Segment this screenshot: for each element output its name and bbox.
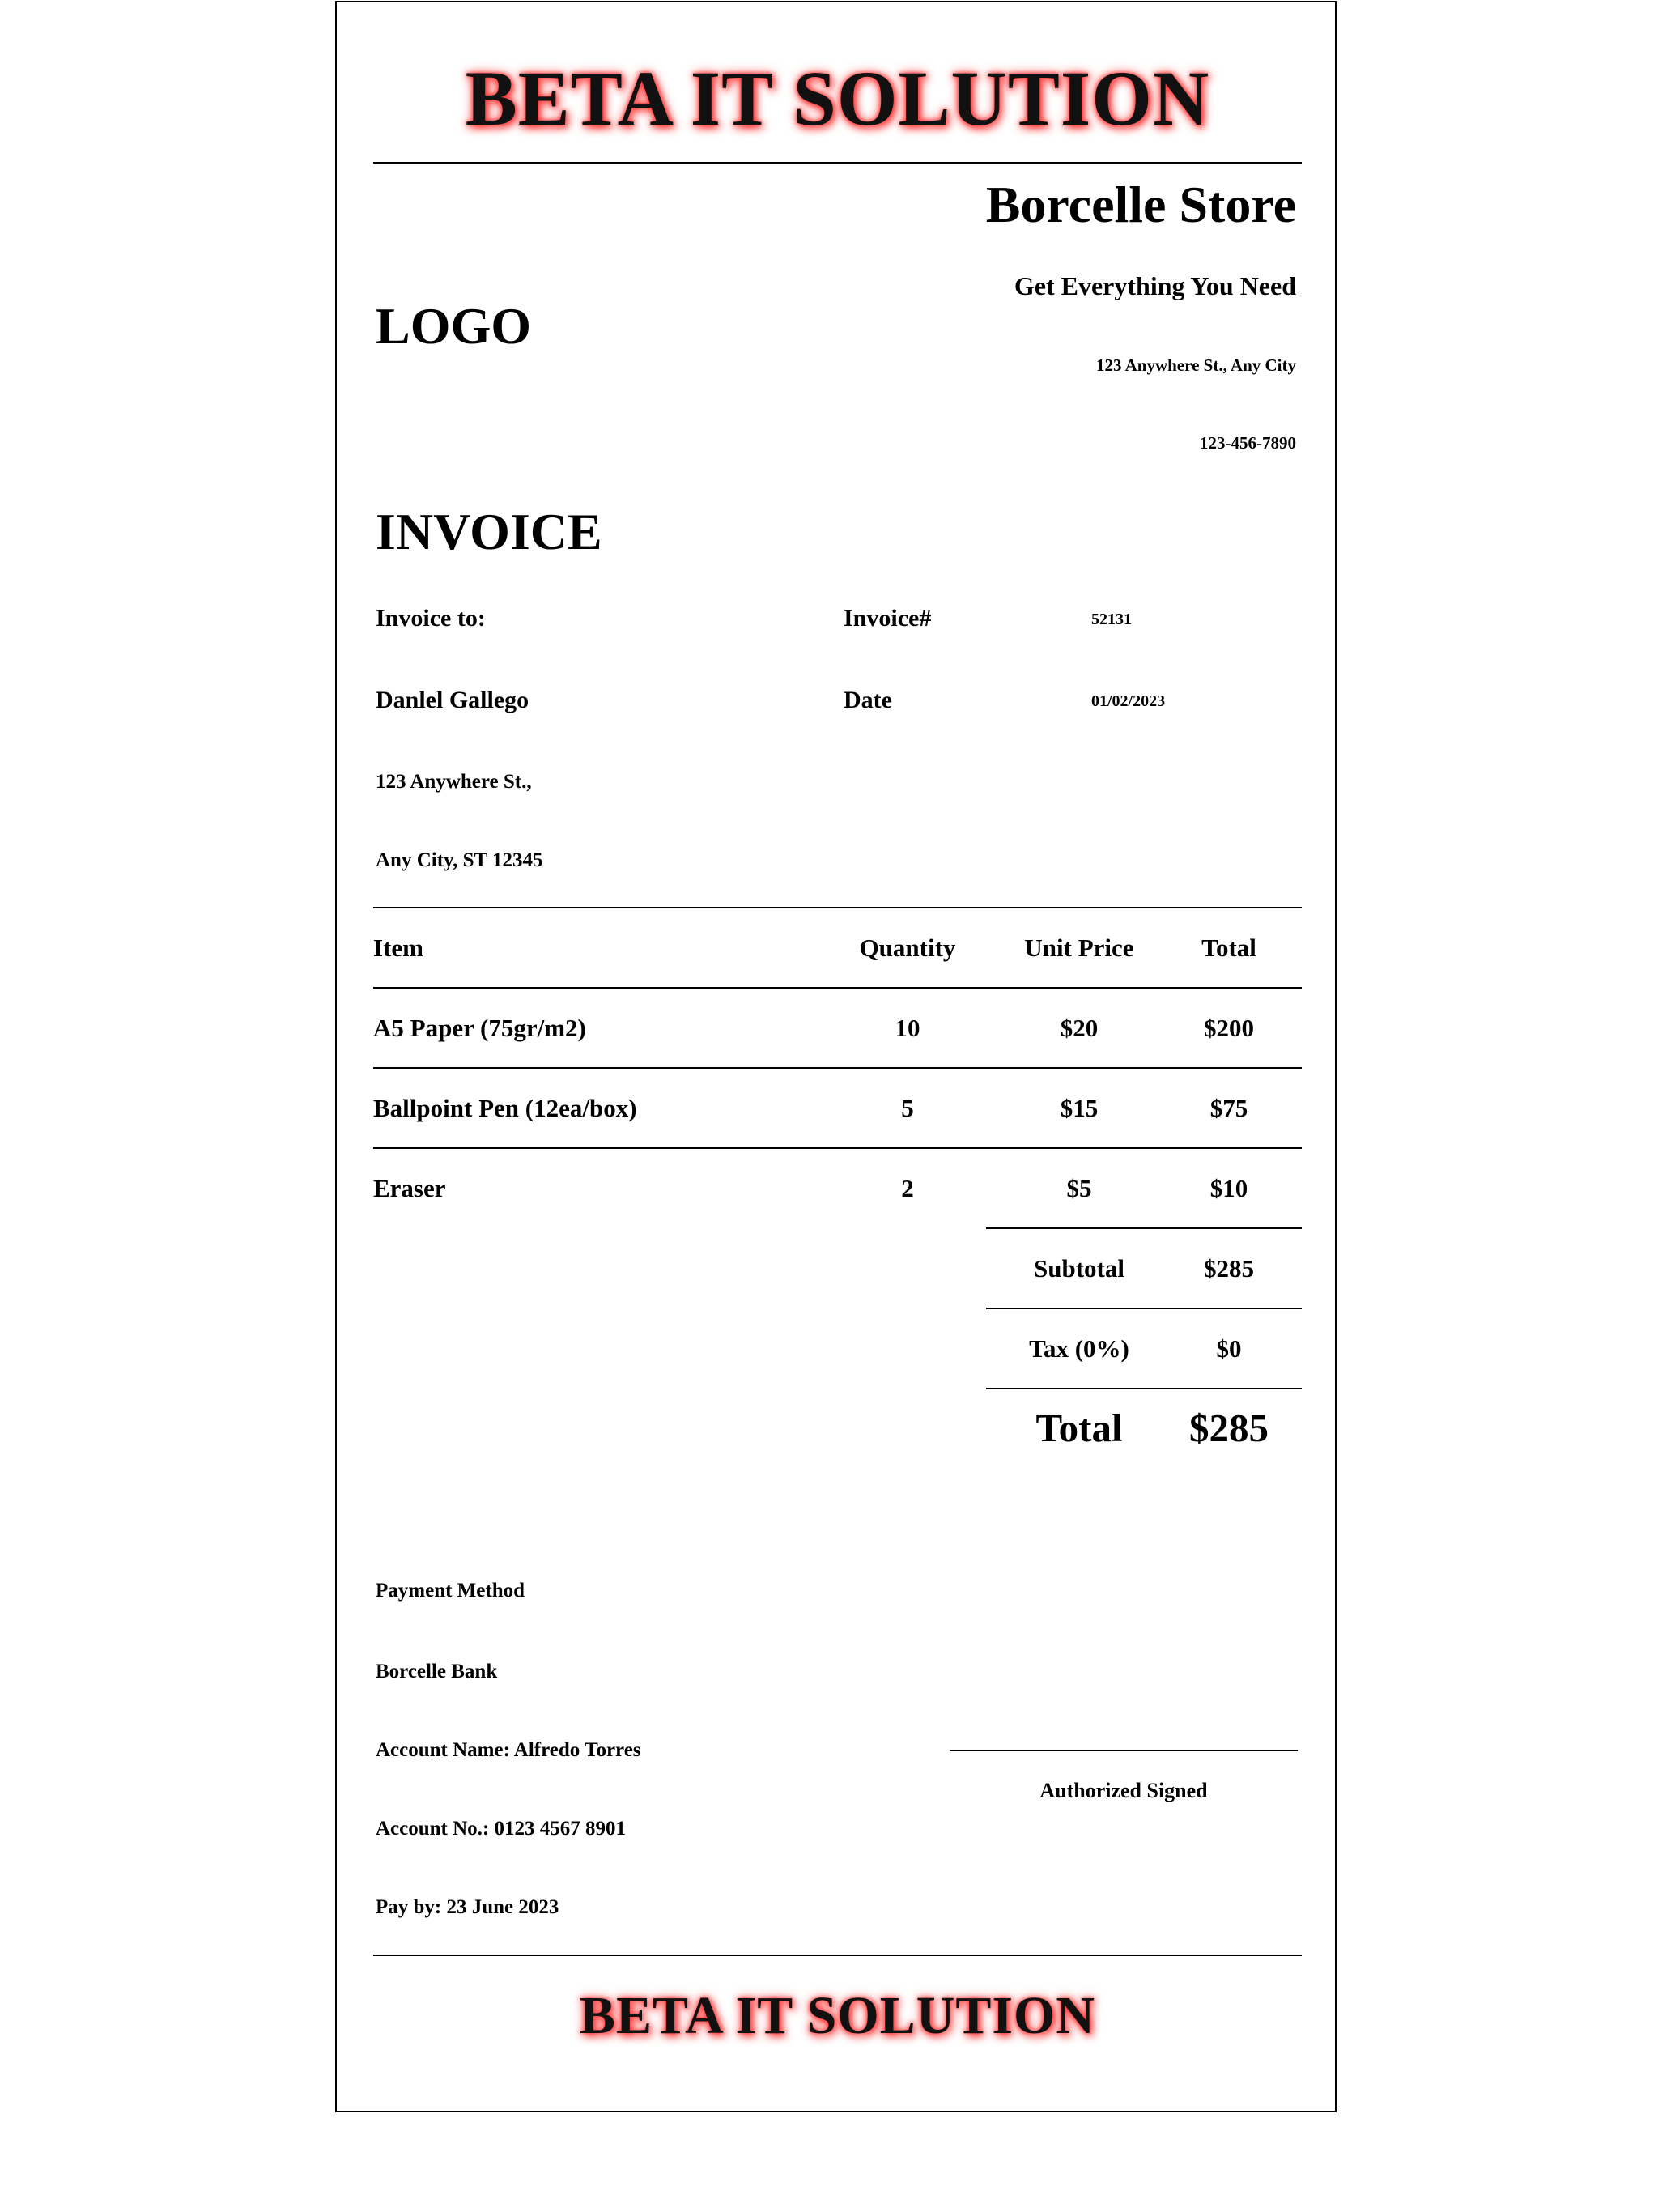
row-total: $200 [1204, 1014, 1254, 1042]
row-item-name: A5 Paper (75gr/m2) [373, 1014, 586, 1042]
invoice-sheet [335, 1, 1337, 2112]
payment-due-date: Pay by: 23 June 2023 [376, 1896, 559, 1918]
row-quantity: 10 [895, 1014, 920, 1042]
row-item-name: Eraser [373, 1174, 446, 1202]
tax-value: $0 [1216, 1334, 1242, 1363]
column-header-item: Item [373, 934, 423, 962]
store-address: 123 Anywhere St., Any City [1096, 355, 1296, 375]
tax-label: Tax (0%) [1029, 1334, 1129, 1363]
signature-label: Authorized Signed [1039, 1779, 1208, 1802]
store-phone: 123-456-7890 [1200, 433, 1296, 453]
store-tagline: Get Everything You Need [1014, 271, 1296, 300]
subtotal-value: $285 [1204, 1254, 1254, 1283]
signature-line [950, 1750, 1298, 1751]
table-header-divider [373, 987, 1302, 989]
summary-divider [986, 1308, 1302, 1309]
row-unit-price: $15 [1060, 1094, 1099, 1122]
brand-banner-top: BETA IT SOLUTION [465, 55, 1210, 142]
grand-total-value: $285 [1189, 1406, 1269, 1450]
subtotal-label: Subtotal [1034, 1254, 1124, 1283]
customer-address-line1: 123 Anywhere St., [376, 771, 532, 793]
payment-account-number: Account No.: 0123 4567 8901 [376, 1818, 627, 1840]
payment-account-name: Account Name: Alfredo Torres [376, 1739, 641, 1761]
row-quantity: 2 [901, 1174, 914, 1202]
customer-address-line2: Any City, ST 12345 [376, 849, 543, 871]
invoice-to-label: Invoice to: [376, 605, 486, 632]
row-total: $10 [1209, 1174, 1248, 1202]
row-unit-price: $20 [1060, 1014, 1099, 1042]
grand-total-label: Total [1035, 1406, 1123, 1450]
table-top-divider [373, 907, 1302, 908]
column-header-total: Total [1201, 934, 1256, 962]
row-unit-price: $5 [1066, 1174, 1092, 1202]
row-quantity: 5 [901, 1094, 914, 1122]
summary-divider [986, 1227, 1302, 1229]
header-divider [373, 162, 1302, 164]
row-item-name: Ballpoint Pen (12ea/box) [373, 1094, 637, 1122]
row-divider [373, 1147, 1302, 1149]
store-name: Borcelle Store [985, 176, 1296, 233]
column-header-unit-price: Unit Price [1024, 934, 1134, 962]
invoice-date-value: 01/02/2023 [1091, 692, 1166, 710]
footer-divider [373, 1955, 1302, 1956]
row-divider [373, 1067, 1302, 1069]
column-header-quantity: Quantity [859, 934, 956, 962]
invoice-date-label: Date [844, 687, 892, 713]
invoice-number-value: 52131 [1091, 610, 1132, 628]
invoice-title: INVOICE [376, 503, 602, 560]
payment-bank: Borcelle Bank [376, 1661, 498, 1682]
summary-divider [986, 1388, 1302, 1389]
payment-method-heading: Payment Method [376, 1580, 525, 1602]
customer-name: Danlel Gallego [376, 687, 529, 713]
row-total: $75 [1209, 1094, 1248, 1122]
invoice-number-label: Invoice# [844, 605, 932, 632]
logo-placeholder: LOGO [376, 297, 532, 355]
brand-banner-bottom: BETA IT SOLUTION [579, 1986, 1096, 2045]
